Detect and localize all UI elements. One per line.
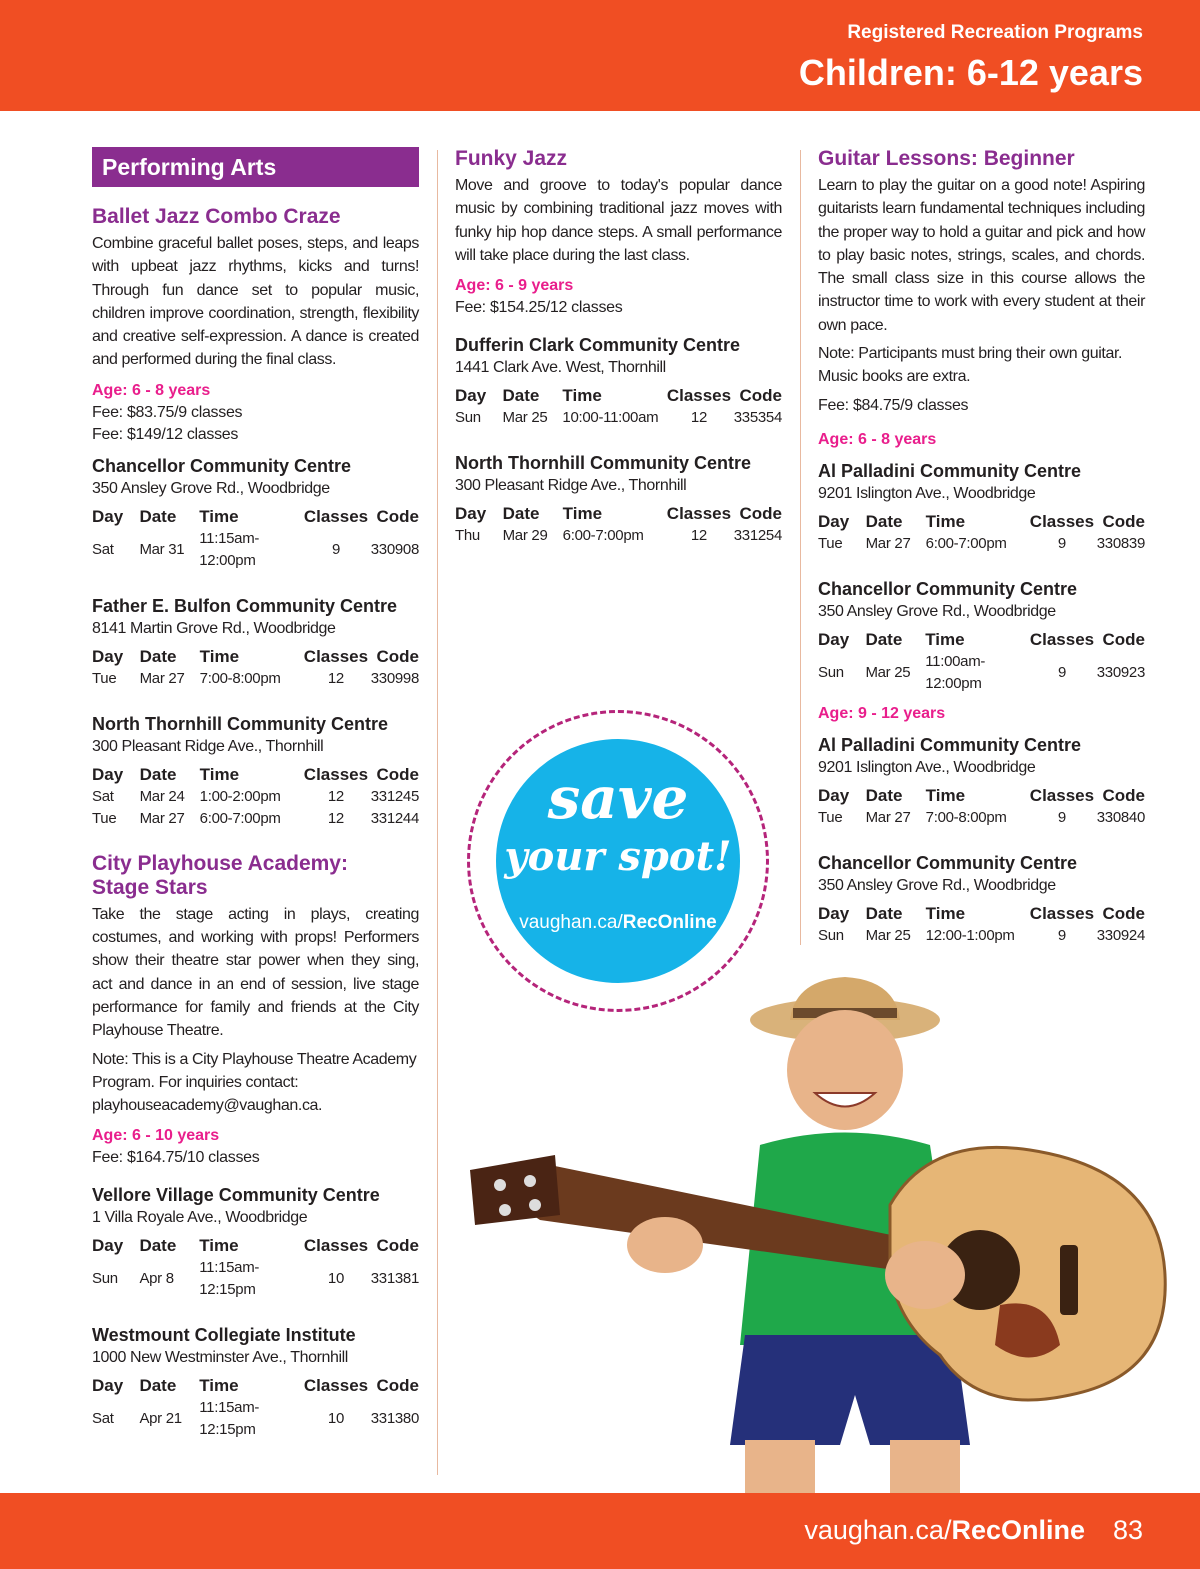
save-your-spot-badge[interactable] [467, 710, 769, 1012]
badge-line-2: your spot! [504, 833, 732, 880]
schedule-header-classes: Classes [303, 506, 369, 526]
schedule-cell-classes: 12 [327, 669, 344, 687]
leg [745, 1440, 815, 1495]
schedule-header-day: Day [92, 506, 124, 526]
schedule-table [92, 764, 419, 830]
schedule-header-day: Day [818, 629, 850, 649]
footer-url-prefix: vaughan.ca/ [804, 1515, 952, 1545]
schedule-cell-date: Mar 27 [865, 534, 911, 552]
schedule-cell-code: 331244 [370, 809, 419, 827]
note-text: This is a City Playhouse Theatre Academy Program. For inquiries contact: playhouseacademy@vaughan.ca. [92, 1050, 417, 1115]
program-note [92, 1048, 419, 1118]
footer-url-bold: RecOnline [951, 1515, 1085, 1545]
schedule-header-time: Time [199, 1236, 239, 1256]
schedule-header-day: Day [818, 785, 850, 805]
schedule-header-row [818, 785, 1145, 807]
schedule-cell-classes: 9 [1057, 663, 1066, 681]
program-title-line: City Playhouse Academy: [92, 851, 348, 875]
location-address: 8141 Martin Grove Rd., Woodbridge [92, 619, 336, 637]
schedule-cell-code: 330839 [1096, 534, 1145, 552]
boy-with-guitar-photo [460, 975, 1180, 1495]
schedule-header-time: Time [925, 629, 965, 649]
schedule-row [92, 668, 419, 690]
column-right [818, 147, 1145, 969]
location-name: Chancellor Community Centre [92, 455, 352, 476]
schedule-cell-day: Thu [455, 527, 480, 545]
schedule-cell-time: 11:15am-12:00pm [199, 529, 260, 569]
schedule-row [455, 407, 782, 429]
program-title: Guitar Lessons: Beginner [818, 147, 1075, 170]
schedule-cell-day: Tue [818, 808, 843, 826]
page-number: 83 [1112, 1515, 1143, 1545]
schedule-header-code: Code [1102, 511, 1145, 531]
schedule-cell-date: Mar 27 [139, 809, 185, 827]
schedule-cell-time: 6:00-7:00pm [925, 534, 1007, 552]
fee: Fee: $154.25/12 classes [455, 299, 623, 317]
location-name: Vellore Village Community Centre [92, 1185, 380, 1206]
schedule-header-time: Time [199, 506, 239, 526]
location-name: Al Palladini Community Centre [818, 734, 1082, 755]
schedule-cell-classes: 10 [327, 1410, 345, 1428]
schedule-header-date: Date [865, 629, 903, 649]
schedule-header-classes: Classes [1029, 903, 1095, 923]
program-description: Combine graceful ballet poses, steps, and leaps with upbeat jazz rhythms, kicks and turns! Through fun dance set to popular music, children improve coordination, strength, flexibility and creative self-expression. A dance is created and performed during the final class. [92, 235, 419, 369]
schedule-header-row [455, 503, 782, 525]
location-name: North Thornhill Community Centre [92, 713, 388, 734]
schedule-table [92, 1235, 419, 1301]
schedule-table [818, 511, 1145, 555]
program-note [818, 342, 1145, 389]
location-list [92, 1183, 419, 1441]
schedule-table [455, 503, 782, 547]
schedule-header-classes: Classes [303, 1376, 369, 1396]
header-eyebrow: Registered Recreation Programs [847, 22, 1143, 43]
schedule-header-time: Time [925, 903, 966, 923]
tuning-peg [494, 1179, 506, 1191]
schedule-header-day: Day [818, 511, 850, 531]
schedule-header-row [455, 385, 782, 407]
location-address: 9201 Islington Ave., Woodbridge [818, 758, 1036, 776]
schedule-header-time: Time [199, 1376, 239, 1396]
schedule-header-code: Code [739, 504, 782, 524]
tuning-peg [524, 1175, 536, 1187]
schedule-cell-classes: 10 [327, 1270, 345, 1288]
right-hand [885, 1241, 965, 1309]
schedule-cell-code: 331380 [370, 1410, 419, 1428]
fee: Fee: $149/12 classes [92, 425, 239, 443]
schedule-header-day: Day [455, 386, 487, 406]
face [787, 1010, 903, 1130]
schedule-cell-classes: 12 [690, 409, 707, 427]
program-description: Move and groove to today's popular dance music by combining traditional jazz moves with funky hip hop dance steps. A small performance will take place during the last class. [455, 177, 782, 264]
schedule-cell-time: 11:15am-12:15pm [199, 1399, 260, 1439]
schedule-cell-time: 7:00-8:00pm [199, 669, 281, 687]
schedule-header-date: Date [139, 1236, 177, 1256]
schedule-cell-day: Tue [92, 809, 117, 827]
location-name: North Thornhill Community Centre [455, 453, 751, 474]
schedule-cell-date: Mar 27 [139, 669, 185, 687]
schedule-header-code: Code [376, 646, 419, 666]
schedule-header-classes: Classes [303, 764, 369, 784]
schedule-header-date: Date [139, 1376, 177, 1396]
schedule-cell-time: 11:15am-12:15pm [199, 1259, 260, 1299]
schedule-row [818, 533, 1145, 555]
schedule-cell-classes: 9 [1057, 808, 1066, 826]
column-divider [800, 150, 801, 945]
schedule-cell-time: 6:00-7:00pm [562, 527, 644, 545]
schedule-header-code: Code [376, 1376, 419, 1396]
location-name: Al Palladini Community Centre [818, 460, 1082, 481]
schedule-row [92, 1397, 419, 1441]
schedule-table [92, 646, 419, 690]
schedule-header-time: Time [925, 511, 966, 531]
column-left [92, 147, 419, 1463]
schedule-header-date: Date [502, 504, 540, 524]
schedule-cell-classes: 12 [327, 787, 344, 805]
location-address: 300 Pleasant Ridge Ave., Thornhill [455, 477, 687, 495]
schedule-table [818, 785, 1145, 829]
age-range: Age: 6 - 8 years [92, 381, 211, 399]
schedule-cell-day: Sun [818, 663, 844, 681]
schedule-header-classes: Classes [303, 1236, 369, 1256]
schedule-cell-date: Apr 8 [139, 1270, 174, 1288]
schedule-cell-classes: 12 [327, 809, 344, 827]
schedule-cell-day: Sat [92, 1410, 114, 1428]
schedule-row [92, 528, 419, 572]
program-title: Ballet Jazz Combo Craze [92, 205, 341, 228]
column-middle [455, 147, 782, 569]
age-range: Age: 9 - 12 years [818, 704, 946, 722]
schedule-header-row [92, 646, 419, 668]
schedule-header-time: Time [562, 386, 602, 406]
schedule-cell-day: Sun [455, 409, 481, 427]
schedule-cell-classes: 9 [1057, 926, 1066, 944]
schedule-header-time: Time [199, 764, 240, 784]
leg [890, 1440, 960, 1495]
schedule-cell-day: Sun [92, 1270, 118, 1288]
location-address: 1 Villa Royale Ave., Woodbridge [92, 1209, 308, 1227]
fee: Fee: $83.75/9 classes [92, 403, 243, 421]
schedule-header-date: Date [139, 646, 177, 666]
schedule-cell-code: 331381 [370, 1270, 419, 1288]
bridge [1060, 1245, 1078, 1315]
location-address: 9201 Islington Ave., Woodbridge [818, 484, 1036, 502]
schedule-cell-day: Tue [818, 534, 843, 552]
note-text: Participants must bring their own guitar. Music books are extra. [818, 345, 1123, 386]
schedule-cell-code: 335354 [733, 409, 782, 427]
schedule-cell-classes: 12 [690, 527, 707, 545]
location-address: 1441 Clark Ave. West, Thornhill [455, 359, 666, 377]
footer-url[interactable] [804, 1515, 1085, 1546]
schedule-header-date: Date [139, 764, 177, 784]
schedule-table [818, 629, 1145, 695]
schedule-header-code: Code [376, 506, 419, 526]
badge-url-bold: RecOnline [622, 912, 717, 933]
schedule-header-code: Code [376, 1236, 419, 1256]
schedule-cell-time: 7:00-8:00pm [925, 808, 1007, 826]
schedule-header-date: Date [139, 506, 177, 526]
location-address: 350 Ansley Grove Rd., Woodbridge [92, 479, 330, 497]
schedule-cell-code: 330998 [370, 669, 419, 687]
schedule-row [455, 525, 782, 547]
schedule-header-classes: Classes [1029, 785, 1095, 805]
schedule-header-classes: Classes [1029, 629, 1095, 649]
schedule-header-classes: Classes [666, 504, 732, 524]
schedule-cell-day: Sun [818, 926, 844, 944]
page-header [0, 0, 1200, 111]
schedule-cell-date: Mar 25 [865, 926, 911, 944]
schedule-header-classes: Classes [303, 646, 369, 666]
location-list [818, 459, 1145, 695]
schedule-header-row [92, 1235, 419, 1257]
section-banner: Performing Arts [92, 147, 419, 187]
schedule-header-date: Date [865, 903, 903, 923]
location-name: Chancellor Community Centre [818, 852, 1078, 873]
schedule-cell-code: 330923 [1096, 663, 1145, 681]
badge-url[interactable] [496, 912, 740, 934]
location-name: Chancellor Community Centre [818, 578, 1078, 599]
program-title: Funky Jazz [455, 147, 568, 170]
age-range: Age: 6 - 10 years [92, 1127, 220, 1145]
schedule-header-day: Day [818, 903, 850, 923]
schedule-header-code: Code [376, 764, 419, 784]
column-divider [437, 150, 438, 1475]
schedule-table [92, 1375, 419, 1441]
schedule-header-row [92, 764, 419, 786]
schedule-header-day: Day [92, 1376, 124, 1396]
schedule-header-row [818, 629, 1145, 651]
schedule-header-time: Time [562, 504, 603, 524]
schedule-header-classes: Classes [666, 386, 732, 406]
badge-url-prefix: vaughan.ca/ [519, 912, 623, 933]
location-address: 300 Pleasant Ridge Ave., Thornhill [92, 737, 324, 755]
location-list [455, 333, 782, 547]
schedule-row [92, 786, 419, 808]
schedule-cell-code: 331254 [733, 527, 782, 545]
schedule-header-day: Day [455, 504, 487, 524]
location-name: Dufferin Clark Community Centre [455, 335, 741, 356]
program-description: Learn to play the guitar on a good note! Aspiring guitarists learn fundamental techniques including the proper way to hold a guitar and pick and how to play basic notes, strings, scales, and chords. The small class size in this course allows the instructor time to work with every student at their own pace. [818, 177, 1145, 334]
note-label: Note: [818, 345, 855, 363]
schedule-row [92, 808, 419, 830]
program-description: Take the stage acting in plays, creating costumes, and working with props! Performers show their theatre star power when they sing, act and dance in an end of session, live stage performance for family and friends at the City Playhouse Theatre. [92, 905, 419, 1040]
schedule-header-date: Date [865, 785, 903, 805]
schedule-header-day: Day [92, 764, 124, 784]
schedule-header-day: Day [92, 1236, 124, 1256]
schedule-header-classes: Classes [1029, 511, 1095, 531]
schedule-cell-code: 331245 [370, 787, 419, 805]
schedule-cell-code: 330840 [1096, 808, 1145, 826]
schedule-header-code: Code [1102, 785, 1145, 805]
badge-disc [496, 739, 740, 983]
schedule-header-row [818, 511, 1145, 533]
schedule-header-row [818, 903, 1145, 925]
schedule-header-time: Time [199, 646, 240, 666]
schedule-header-code: Code [739, 386, 782, 406]
schedule-cell-date: Mar 25 [502, 409, 548, 427]
fee: Fee: $84.75/9 classes [818, 396, 969, 414]
schedule-cell-classes: 9 [331, 540, 340, 558]
note-label: Note: [92, 1050, 129, 1068]
guitar-headstock [470, 1155, 560, 1225]
badge-line-1: save [547, 764, 689, 832]
location-address: 350 Ansley Grove Rd., Woodbridge [818, 602, 1056, 620]
schedule-header-date: Date [502, 386, 540, 406]
schedule-row [818, 651, 1145, 695]
schedule-header-day: Day [92, 646, 124, 666]
schedule-row [818, 925, 1145, 947]
location-name: Father E. Bulfon Community Centre [92, 595, 398, 616]
schedule-cell-classes: 9 [1057, 534, 1066, 552]
location-list [818, 733, 1145, 947]
schedule-cell-code: 330908 [370, 540, 419, 558]
schedule-header-code: Code [1102, 629, 1145, 649]
tuning-peg [499, 1204, 511, 1216]
schedule-row [92, 1257, 419, 1301]
left-hand [627, 1217, 703, 1273]
schedule-table [455, 385, 782, 429]
age-range: Age: 6 - 8 years [818, 430, 937, 448]
schedule-header-code: Code [1102, 903, 1145, 923]
program-title [92, 852, 419, 900]
schedule-header-time: Time [925, 785, 966, 805]
schedule-cell-date: Mar 25 [865, 663, 911, 681]
schedule-header-row [92, 506, 419, 528]
location-address: 350 Ansley Grove Rd., Woodbridge [818, 876, 1056, 894]
schedule-cell-date: Apr 21 [139, 1410, 182, 1428]
location-address: 1000 New Westminster Ave., Thornhill [92, 1349, 348, 1367]
location-name: Westmount Collegiate Institute [92, 1325, 356, 1346]
schedule-cell-date: Mar 29 [502, 527, 548, 545]
page-footer [0, 1493, 1200, 1569]
schedule-cell-date: Mar 31 [139, 540, 185, 558]
program-title-line: Stage Stars [92, 875, 208, 899]
schedule-header-row [92, 1375, 419, 1397]
schedule-header-date: Date [865, 511, 903, 531]
schedule-cell-time: 12:00-1:00pm [925, 926, 1015, 944]
age-range: Age: 6 - 9 years [455, 277, 574, 295]
schedule-cell-time: 10:00-11:00am [562, 409, 659, 427]
schedule-cell-time: 6:00-7:00pm [199, 809, 281, 827]
schedule-cell-date: Mar 24 [139, 787, 185, 805]
schedule-cell-time: 1:00-2:00pm [199, 787, 281, 805]
schedule-row [818, 807, 1145, 829]
location-list [92, 454, 419, 830]
schedule-table [92, 506, 419, 572]
tuning-peg [529, 1199, 541, 1211]
schedule-cell-day: Sat [92, 787, 114, 805]
header-title: Children: 6-12 years [798, 52, 1143, 93]
schedule-cell-day: Tue [92, 669, 117, 687]
fee: Fee: $164.75/10 classes [92, 1149, 260, 1167]
schedule-cell-code: 330924 [1096, 926, 1145, 944]
schedule-cell-day: Sat [92, 540, 114, 558]
schedule-cell-date: Mar 27 [865, 808, 911, 826]
schedule-cell-time: 11:00am-12:00pm [925, 652, 986, 692]
schedule-table [818, 903, 1145, 947]
